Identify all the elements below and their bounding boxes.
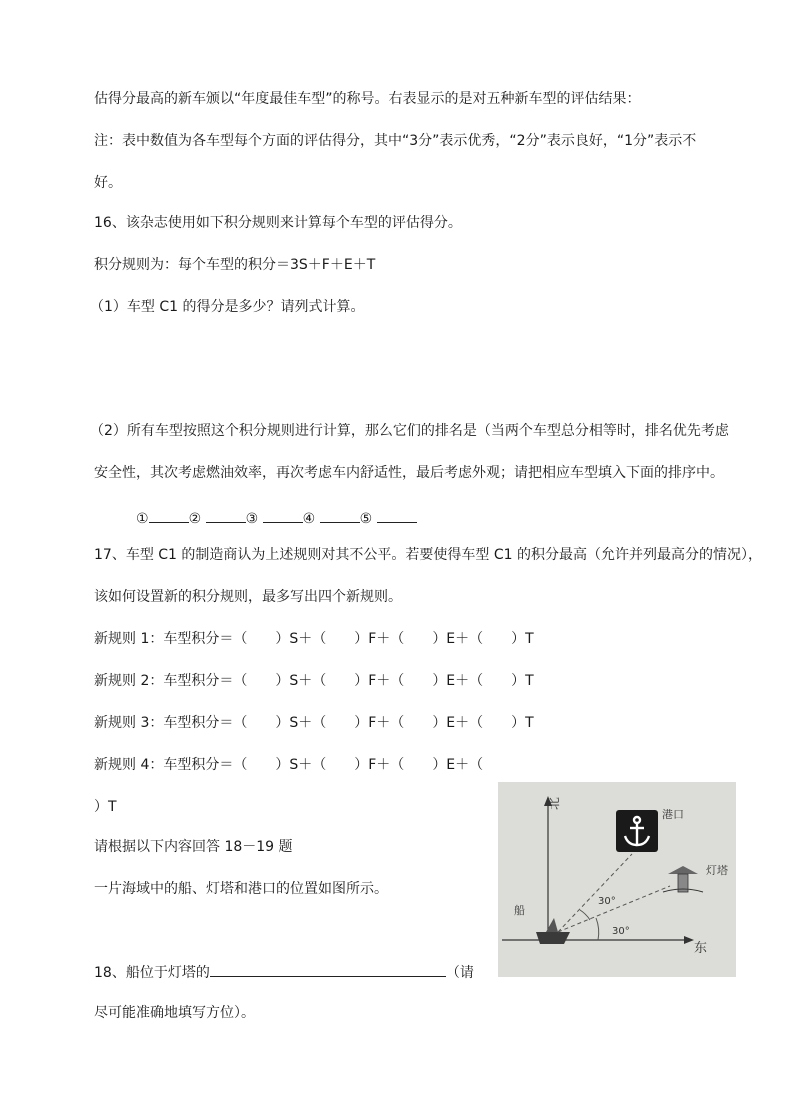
e-term: ）E＋（ (432, 673, 484, 689)
note-line: 注：表中数值为各车型每个方面的评估得分，其中“3分”表示优秀，“2分”表示良好，“1分”表示不 (94, 133, 697, 149)
question-17-line2: 该如何设置新的积分规则，最多写出四个新规则。 (94, 589, 402, 605)
f-term: ）F＋（ (354, 757, 405, 773)
question-18-text: 18、船位于灯塔的 (94, 965, 210, 981)
ship-icon (536, 918, 570, 944)
e-term: ）E＋（ (432, 715, 484, 731)
angle-arc-2 (596, 918, 599, 940)
new-rule-2 (94, 672, 534, 690)
rank-marker-4: ④ (302, 511, 316, 527)
new-rule-3 (94, 714, 534, 732)
angle-arc-1 (580, 910, 590, 920)
north-label: 北 (547, 796, 562, 810)
angle-label-1: 30° (598, 896, 616, 907)
s-term: ）S＋（ (275, 757, 327, 773)
rule-label: 新规则 2：车型积分＝ (94, 673, 234, 689)
rank-marker-5: ⑤ (359, 511, 373, 527)
question-18-line1 (94, 962, 474, 982)
paren: （ (233, 715, 248, 731)
e-term: ）E＋（ (432, 631, 484, 647)
rule-label: 新规则 4：车型积分＝ (94, 757, 234, 773)
new-rule-4 (94, 756, 483, 774)
lighthouse-icon (663, 866, 703, 892)
paren: （ (233, 631, 248, 647)
east-arrow-icon (684, 936, 694, 944)
angle-label-2: 30° (612, 926, 630, 937)
paren: （ (233, 757, 248, 773)
sea-map-figure (498, 782, 736, 977)
rule-4-tail: ）T (94, 799, 117, 815)
question-16: 16、该杂志使用如下积分规则来计算每个车型的评估得分。 (94, 215, 462, 231)
east-label: 东 (694, 941, 708, 956)
note-line-end: 好。 (94, 175, 122, 191)
text-line-1: 估得分最高的新车颁以“年度最佳车型”的称号。右表显示的是对五种新车型的评估结果： (94, 91, 641, 107)
rank-marker-3: ③ (245, 511, 259, 527)
s-term: ）S＋（ (275, 715, 327, 731)
rank-blank-2[interactable] (206, 508, 246, 523)
rank-blank-4[interactable] (320, 508, 360, 523)
rule-label: 新规则 1：车型积分＝ (94, 631, 234, 647)
lighthouse-label: 灯塔 (706, 864, 728, 877)
rank-marker-2: ② (188, 511, 202, 527)
ranking-row (136, 508, 417, 528)
f-term: ）F＋（ (354, 673, 405, 689)
ship-to-port-line (558, 854, 632, 932)
rank-blank-3[interactable] (263, 508, 303, 523)
rank-marker-1: ① (136, 511, 149, 527)
new-rule-1 (94, 630, 534, 648)
question-16-2-line1: （2）所有车型按照这个积分规则进行计算，那么它们的排名是（当两个车型总分相等时，排名优先考虑 (90, 423, 729, 439)
rank-blank-5[interactable] (377, 508, 417, 523)
e-term: ）E＋（ (432, 757, 484, 773)
question-16-1: （1）车型 C1 的得分是多少？请列式计算。 (90, 299, 365, 315)
intro-18-19: 请根据以下内容回答 18－19 题 (94, 839, 293, 855)
rule-label: 新规则 3：车型积分＝ (94, 715, 234, 731)
f-term: ）F＋（ (354, 631, 405, 647)
port-label: 港口 (662, 808, 684, 821)
sea-description: 一片海域中的船、灯塔和港口的位置如图所示。 (94, 881, 388, 897)
ship-label: 船 (514, 904, 525, 917)
paren: （ (233, 673, 248, 689)
question-16-2-line2: 安全性，其次考虑燃油效率，再次考虑车内舒适性，最后考虑外观；请把相应车型填入下面的排序中。 (94, 465, 724, 481)
s-term: ）S＋（ (275, 631, 327, 647)
rank-blank-1[interactable] (149, 508, 189, 523)
f-term: ）F＋（ (354, 715, 405, 731)
scoring-rule: 积分规则为：每个车型的积分＝3S＋F＋E＋T (94, 257, 376, 273)
question-17-line1: 17、车型 C1 的制造商认为上述规则对其不公平。若要使得车型 C1 的积分最高（允许并列最高分的情况）， (94, 547, 762, 563)
question-18-paren: （请 (445, 965, 474, 981)
t-term: ）T (511, 673, 534, 689)
direction-answer-blank[interactable] (210, 962, 446, 977)
t-term: ）T (511, 715, 534, 731)
s-term: ）S＋（ (275, 673, 327, 689)
question-18-line2: 尽可能准确地填写方位）。 (94, 1005, 255, 1021)
t-term: ）T (511, 631, 534, 647)
